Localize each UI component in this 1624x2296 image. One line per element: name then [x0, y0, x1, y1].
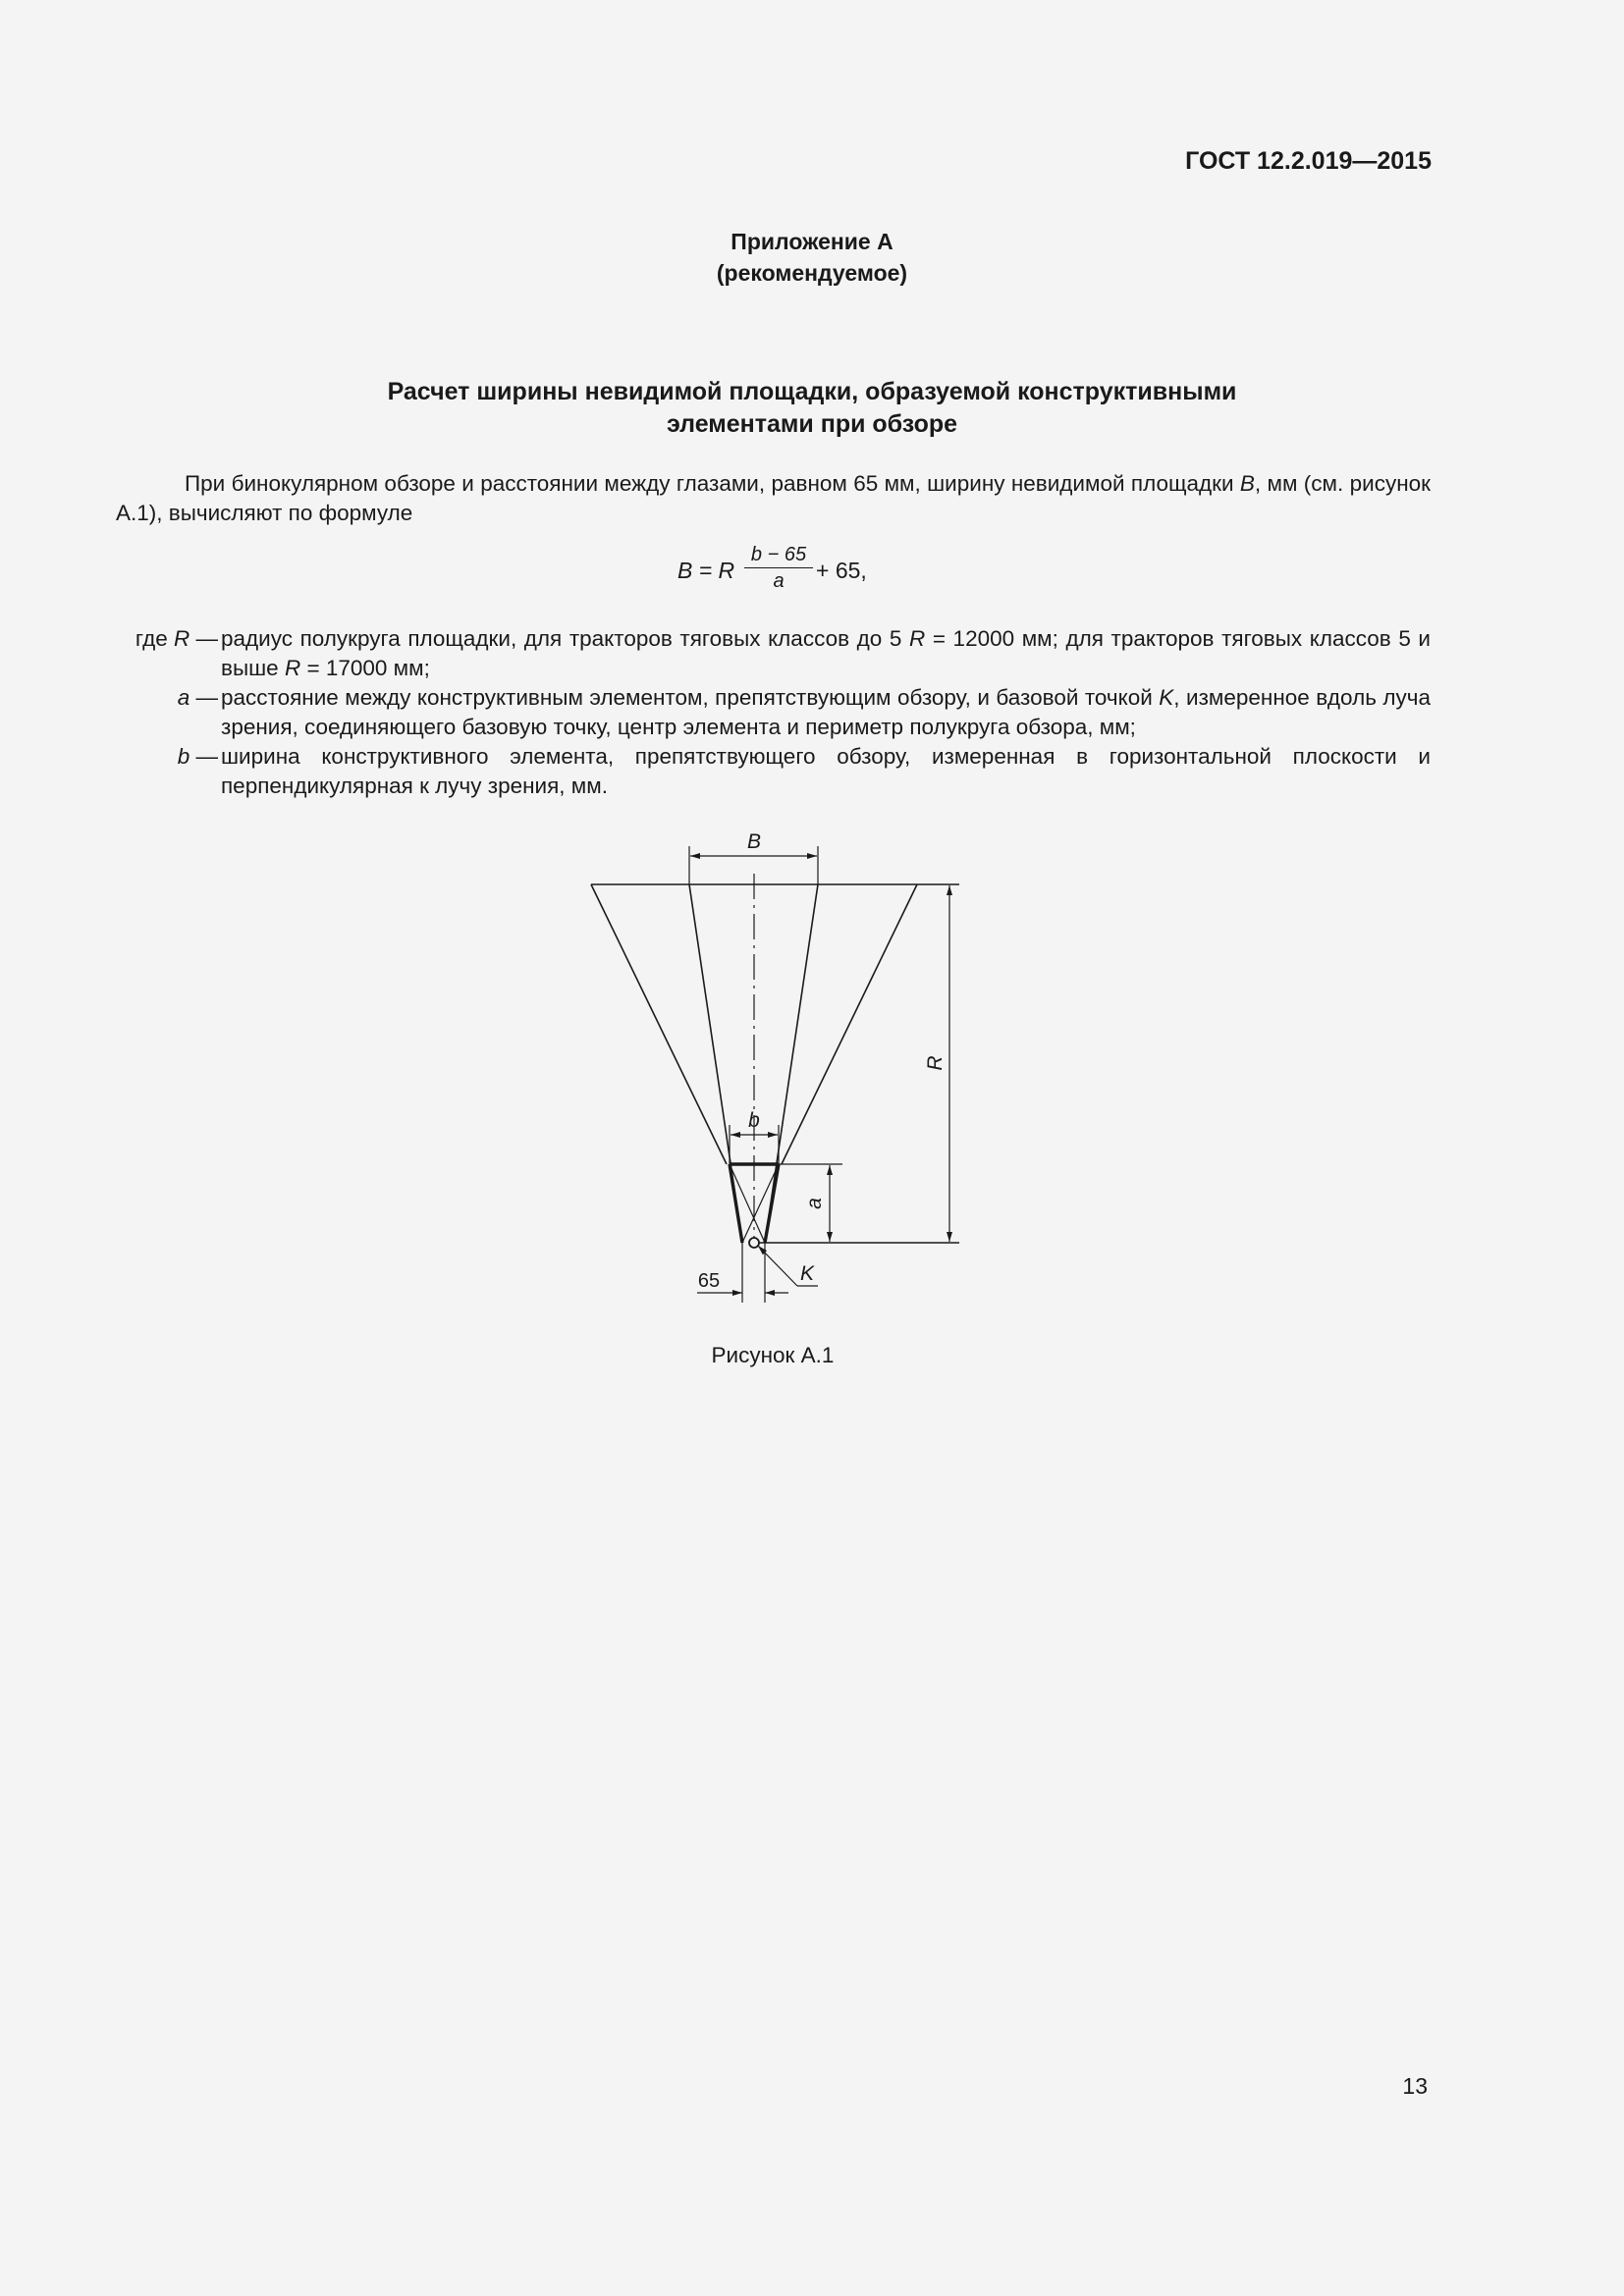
label-r: R [924, 1055, 947, 1071]
label-k: K [799, 1262, 815, 1285]
definition-term: R [173, 626, 190, 651]
formula-lhs: B = R [677, 558, 735, 583]
definition-term: b [177, 744, 190, 769]
definition-r: где R — радиус полукруга площадки, для тракторов тяговых классов до 5 R = 12000 мм; для тракторов тяговых классов 5 и выше R = 17000 мм; [116, 624, 1431, 683]
label-a: a [803, 1198, 826, 1209]
formula-fraction [744, 543, 813, 593]
definition-prefix: где [135, 626, 174, 651]
page-number: 13 [1402, 2073, 1428, 2099]
figure-caption: Рисунок А.1 [711, 1343, 835, 1367]
element-right [765, 1164, 779, 1243]
outer-cone-left [591, 884, 727, 1164]
definition-body: расстояние между конструктивным элементом, препятствующим обзору, и базовой точкой K, измеренное вдоль луча зрения, соединяющего базовую точку, центр элемента и периметр полукруга обзора, мм; [221, 685, 1431, 739]
section-title [0, 376, 1624, 441]
document-code: ГОСТ 12.2.019—2015 [1185, 147, 1432, 175]
definition-b: b — ширина конструктивного элемента, препятствующего обзору, измеренная в горизонтальной плоскости и перпендикулярная к лучу зрения, мм. [116, 742, 1431, 801]
label-b-lower: b [748, 1109, 760, 1132]
definition-term: a [177, 685, 190, 710]
intro-paragraph [116, 469, 1431, 528]
definition-body: ширина конструктивного элемента, препятствующего обзору, измеренная в горизонтальной плоскости и перпендикулярная к лучу зрения, мм. [221, 744, 1431, 798]
definition-a: a — расстояние между конструктивным элементом, препятствующим обзору, и базовой точкой K, измеренное вдоль луча зрения, соединяющего базовую точку, центр элемента и периметр полукруга обзора, мм; [116, 683, 1431, 742]
formula-denominator: a [773, 570, 785, 592]
figure-a1 [579, 825, 992, 1320]
base-point-k [749, 1238, 759, 1248]
definitions-list [116, 624, 1431, 801]
formula-rhs: + 65, [816, 558, 867, 583]
intro-text-2: , мм (см. рисунок А.1), вычисляют по формуле [116, 471, 1431, 525]
appendix-heading [0, 226, 1624, 289]
intro-var-b: B [1239, 471, 1255, 496]
formula-numerator: b − 65 [750, 544, 807, 565]
intro-text-1: При бинокулярном обзоре и расстоянии между глазами, равном 65 мм, ширину невидимой площадки [185, 471, 1240, 496]
label-65: 65 [697, 1270, 721, 1292]
label-b-upper: B [746, 830, 762, 853]
definition-body: радиус полукруга площадки, для тракторов тяговых классов до 5 R = 12000 мм; для тракторов тяговых классов 5 и выше R = 17000 мм; [221, 626, 1431, 680]
k-leader-line [758, 1246, 797, 1286]
appendix-subtitle: (рекомендуемое) [716, 260, 908, 286]
appendix-title: Приложение А [731, 229, 893, 254]
fraction-bar [744, 567, 813, 568]
figure-diagram [579, 825, 992, 1315]
element-left [730, 1164, 742, 1243]
section-title-line1: Расчет ширины невидимой площадки, образуемой конструктивными [387, 378, 1237, 405]
section-title-line2: элементами при обзоре [666, 410, 958, 438]
outer-cone-right [782, 884, 917, 1164]
